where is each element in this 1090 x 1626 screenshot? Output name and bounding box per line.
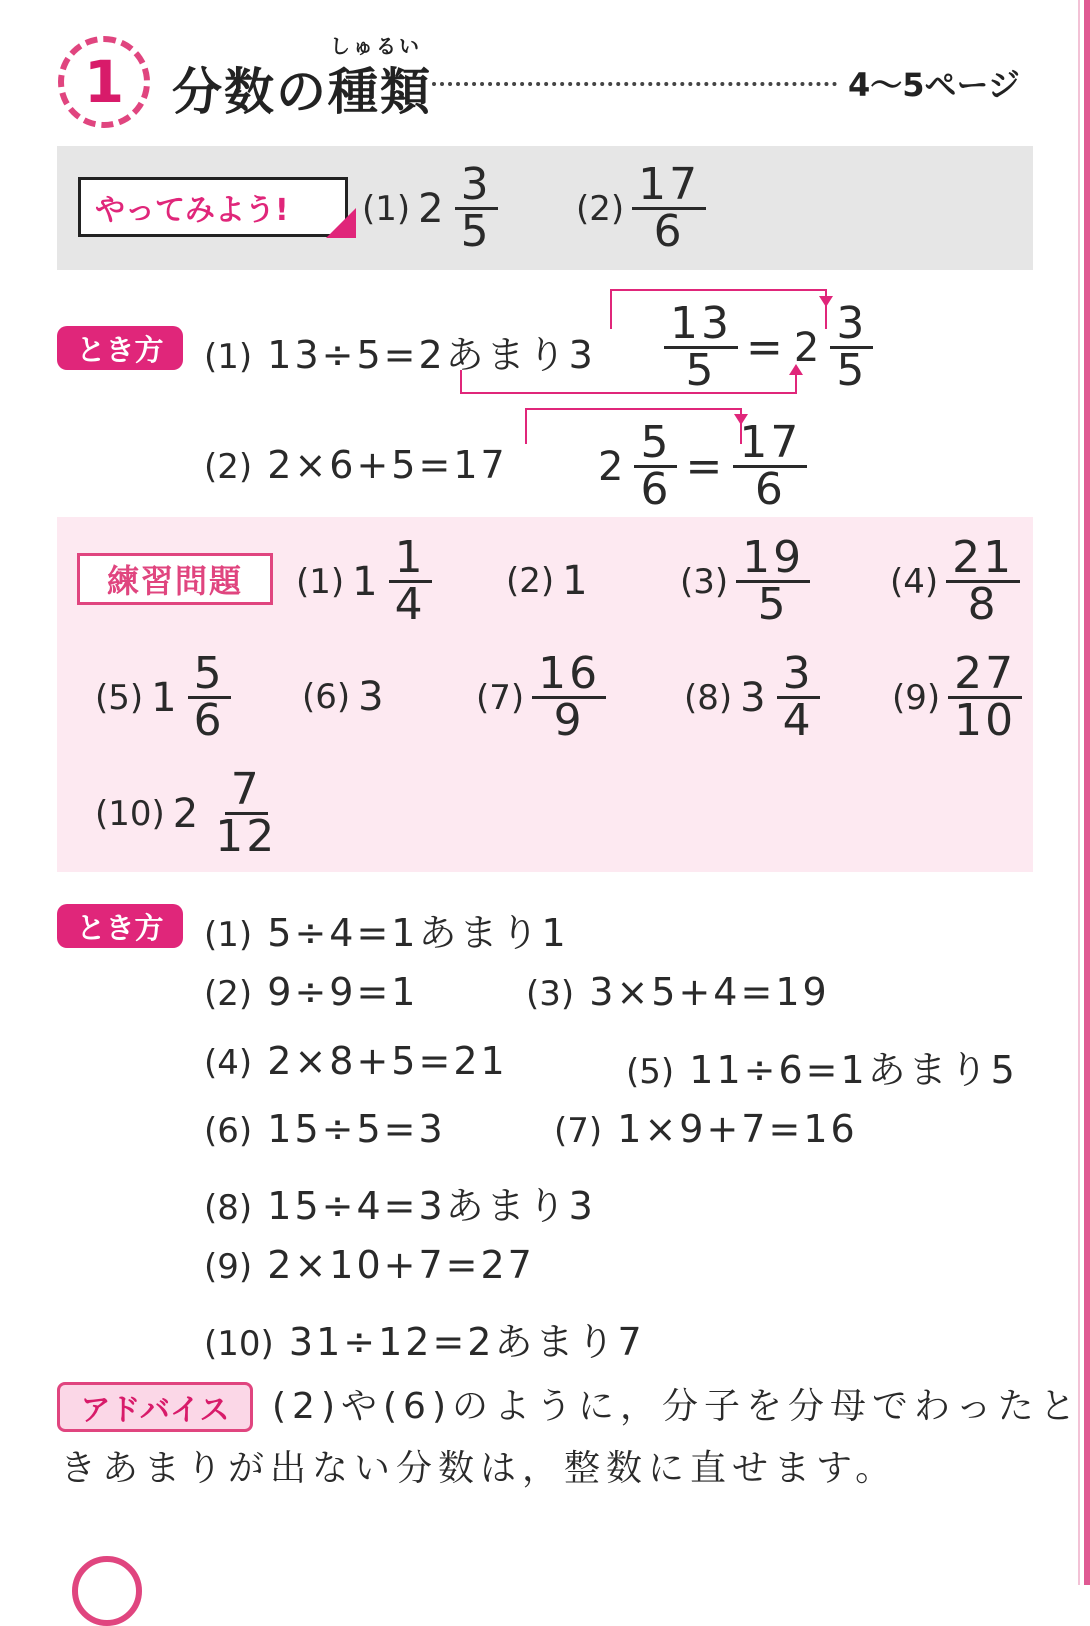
next-section-circle bbox=[72, 1556, 142, 1626]
fraction bbox=[830, 298, 873, 396]
solution2-line bbox=[204, 1175, 596, 1230]
practice-item bbox=[476, 648, 606, 746]
division-expression: 13÷5=2あまり3 bbox=[267, 333, 596, 377]
denominator: 6 bbox=[193, 695, 225, 746]
item-number: (5) bbox=[95, 677, 144, 718]
page-edge-line bbox=[1078, 0, 1080, 1585]
item-number: (8) bbox=[684, 677, 733, 718]
item-number: (4) bbox=[204, 1043, 253, 1083]
item-number: (3) bbox=[680, 561, 729, 602]
item-number: (10) bbox=[95, 793, 165, 834]
item-number: (1) bbox=[296, 561, 345, 602]
solution2-line bbox=[554, 1107, 858, 1151]
arrow-head-down-icon bbox=[734, 414, 748, 425]
solution2-line bbox=[204, 1243, 535, 1287]
expression: 2×10+7=27 bbox=[267, 1243, 535, 1287]
expression: 11÷6=1あまり5 bbox=[689, 1048, 1018, 1092]
page-edge-bar bbox=[1084, 0, 1090, 1585]
practice-item bbox=[296, 532, 432, 630]
expression: 9÷9=1 bbox=[267, 970, 419, 1014]
expression: 2×8+5=21 bbox=[267, 1039, 508, 1083]
item-number: (1) bbox=[362, 188, 411, 229]
arrow-quotient-to-whole bbox=[460, 370, 797, 394]
whole-part: 2 bbox=[418, 185, 447, 232]
solution-badge: とき方 bbox=[57, 326, 183, 370]
solution2-line bbox=[204, 1039, 508, 1083]
expression: 15÷5=3 bbox=[267, 1107, 446, 1151]
item-number: (5) bbox=[626, 1052, 675, 1092]
denominator: 10 bbox=[954, 695, 1017, 746]
practice-item bbox=[302, 674, 387, 720]
expression: 3×5+4=19 bbox=[589, 970, 830, 1014]
numerator: 1 bbox=[389, 536, 432, 583]
expression: 1×9+7=16 bbox=[617, 1107, 858, 1151]
numerator: 3 bbox=[777, 652, 820, 699]
fraction bbox=[209, 764, 283, 862]
denominator: 6 bbox=[754, 464, 786, 515]
whole-part: 2 bbox=[172, 790, 202, 837]
item-number: (2) bbox=[204, 447, 253, 487]
solution2-line bbox=[204, 970, 418, 1014]
leader-dots bbox=[432, 82, 837, 86]
expression: 31÷12=2あまり7 bbox=[288, 1320, 645, 1364]
practice-item bbox=[95, 764, 283, 862]
fraction bbox=[948, 648, 1022, 746]
item-number: (2) bbox=[506, 561, 555, 601]
page-reference: 4〜5ページ bbox=[848, 66, 1020, 104]
fraction bbox=[733, 417, 807, 515]
item-number: (8) bbox=[204, 1188, 253, 1228]
item-number: (1) bbox=[204, 337, 253, 377]
practice-label: 練習問題 bbox=[77, 553, 273, 605]
solution2-line bbox=[626, 1039, 1018, 1094]
advice-text-line1: (2)や(6)のように，分子を分母でわったと bbox=[272, 1386, 1082, 1427]
numerator: 3 bbox=[830, 302, 873, 349]
denominator: 12 bbox=[215, 811, 278, 862]
title-ruby: しゅるい bbox=[330, 34, 422, 58]
practice-item bbox=[890, 532, 1020, 630]
fraction bbox=[389, 532, 432, 630]
whole-part: 2 bbox=[793, 324, 823, 371]
numerator: 21 bbox=[946, 536, 1020, 583]
item-number: (2) bbox=[576, 188, 625, 229]
numerator: 7 bbox=[225, 768, 268, 815]
solution2-line bbox=[204, 902, 569, 957]
fraction bbox=[946, 532, 1020, 630]
fraction bbox=[736, 532, 810, 630]
item-number: (3) bbox=[526, 974, 575, 1014]
item-number: (10) bbox=[204, 1324, 274, 1364]
denominator: 5 bbox=[757, 579, 789, 630]
denominator: 5 bbox=[685, 345, 717, 396]
whole-part: 1 bbox=[352, 558, 381, 605]
denominator: 9 bbox=[553, 695, 585, 746]
try-item-2 bbox=[576, 159, 706, 257]
label-fold-corner bbox=[326, 208, 356, 238]
numerator: 5 bbox=[188, 652, 231, 699]
item-number: (2) bbox=[204, 974, 253, 1014]
numerator: 27 bbox=[948, 652, 1022, 699]
practice-item bbox=[684, 648, 820, 746]
item-number: (7) bbox=[476, 677, 525, 718]
fraction bbox=[532, 648, 606, 746]
practice-item bbox=[506, 558, 591, 604]
equals-sign: = bbox=[685, 441, 726, 492]
advice-label: アドバイス bbox=[57, 1382, 253, 1432]
solution1-line2-expr bbox=[204, 443, 508, 487]
numerator: 5 bbox=[634, 421, 677, 468]
denominator: 4 bbox=[782, 695, 814, 746]
fraction bbox=[455, 159, 498, 257]
whole-part: 3 bbox=[740, 674, 769, 721]
expression: 5÷4=1あまり1 bbox=[267, 911, 569, 955]
denominator: 8 bbox=[967, 579, 999, 630]
denominator: 5 bbox=[836, 345, 868, 396]
whole-part: 3 bbox=[358, 674, 387, 720]
section-number: 1 bbox=[83, 48, 125, 116]
denominator: 4 bbox=[394, 579, 426, 630]
denominator: 5 bbox=[460, 206, 492, 257]
arrow-head-down-icon bbox=[819, 296, 833, 307]
expression: 15÷4=3あまり3 bbox=[267, 1184, 596, 1228]
numerator: 13 bbox=[664, 302, 738, 349]
solution2-line bbox=[204, 1107, 446, 1151]
item-number: (7) bbox=[554, 1111, 603, 1151]
solution-badge: とき方 bbox=[57, 904, 183, 948]
arrow-remainder-to-numerator bbox=[610, 289, 827, 329]
practice-item bbox=[892, 648, 1022, 746]
practice-item bbox=[95, 648, 231, 746]
advice-text-line2: きあまりが出ない分数は，整数に直せます。 bbox=[60, 1448, 898, 1489]
item-number: (9) bbox=[892, 677, 941, 718]
equals-sign: = bbox=[746, 322, 786, 373]
numerator: 16 bbox=[532, 652, 606, 699]
whole-part: 1 bbox=[562, 558, 591, 604]
practice-item bbox=[680, 532, 810, 630]
whole-part: 2 bbox=[598, 443, 627, 490]
item-number: (4) bbox=[890, 561, 939, 602]
numerator: 17 bbox=[733, 421, 807, 468]
solution2-line bbox=[526, 970, 830, 1014]
try-item-1 bbox=[362, 159, 498, 257]
try-it-label: やってみよう! bbox=[78, 177, 348, 237]
fraction bbox=[632, 159, 706, 257]
page-title: 分数の種類 bbox=[172, 63, 432, 121]
item-number: (6) bbox=[302, 677, 351, 717]
numerator: 17 bbox=[632, 163, 706, 210]
section-number-badge bbox=[58, 36, 150, 128]
item-number: (9) bbox=[204, 1247, 253, 1287]
numerator: 19 bbox=[736, 536, 810, 583]
arrow-total-to-numerator bbox=[525, 408, 742, 444]
whole-part: 1 bbox=[151, 674, 180, 721]
solution2-line bbox=[204, 1311, 645, 1366]
item-number: (6) bbox=[204, 1111, 253, 1151]
item-number: (1) bbox=[204, 915, 253, 955]
denominator: 6 bbox=[640, 464, 672, 515]
fraction bbox=[188, 648, 231, 746]
arrow-head-up-icon bbox=[789, 364, 803, 375]
multiplication-expression: 2×6+5=17 bbox=[267, 443, 508, 487]
numerator: 3 bbox=[455, 163, 498, 210]
denominator: 6 bbox=[653, 206, 685, 257]
fraction bbox=[777, 648, 820, 746]
